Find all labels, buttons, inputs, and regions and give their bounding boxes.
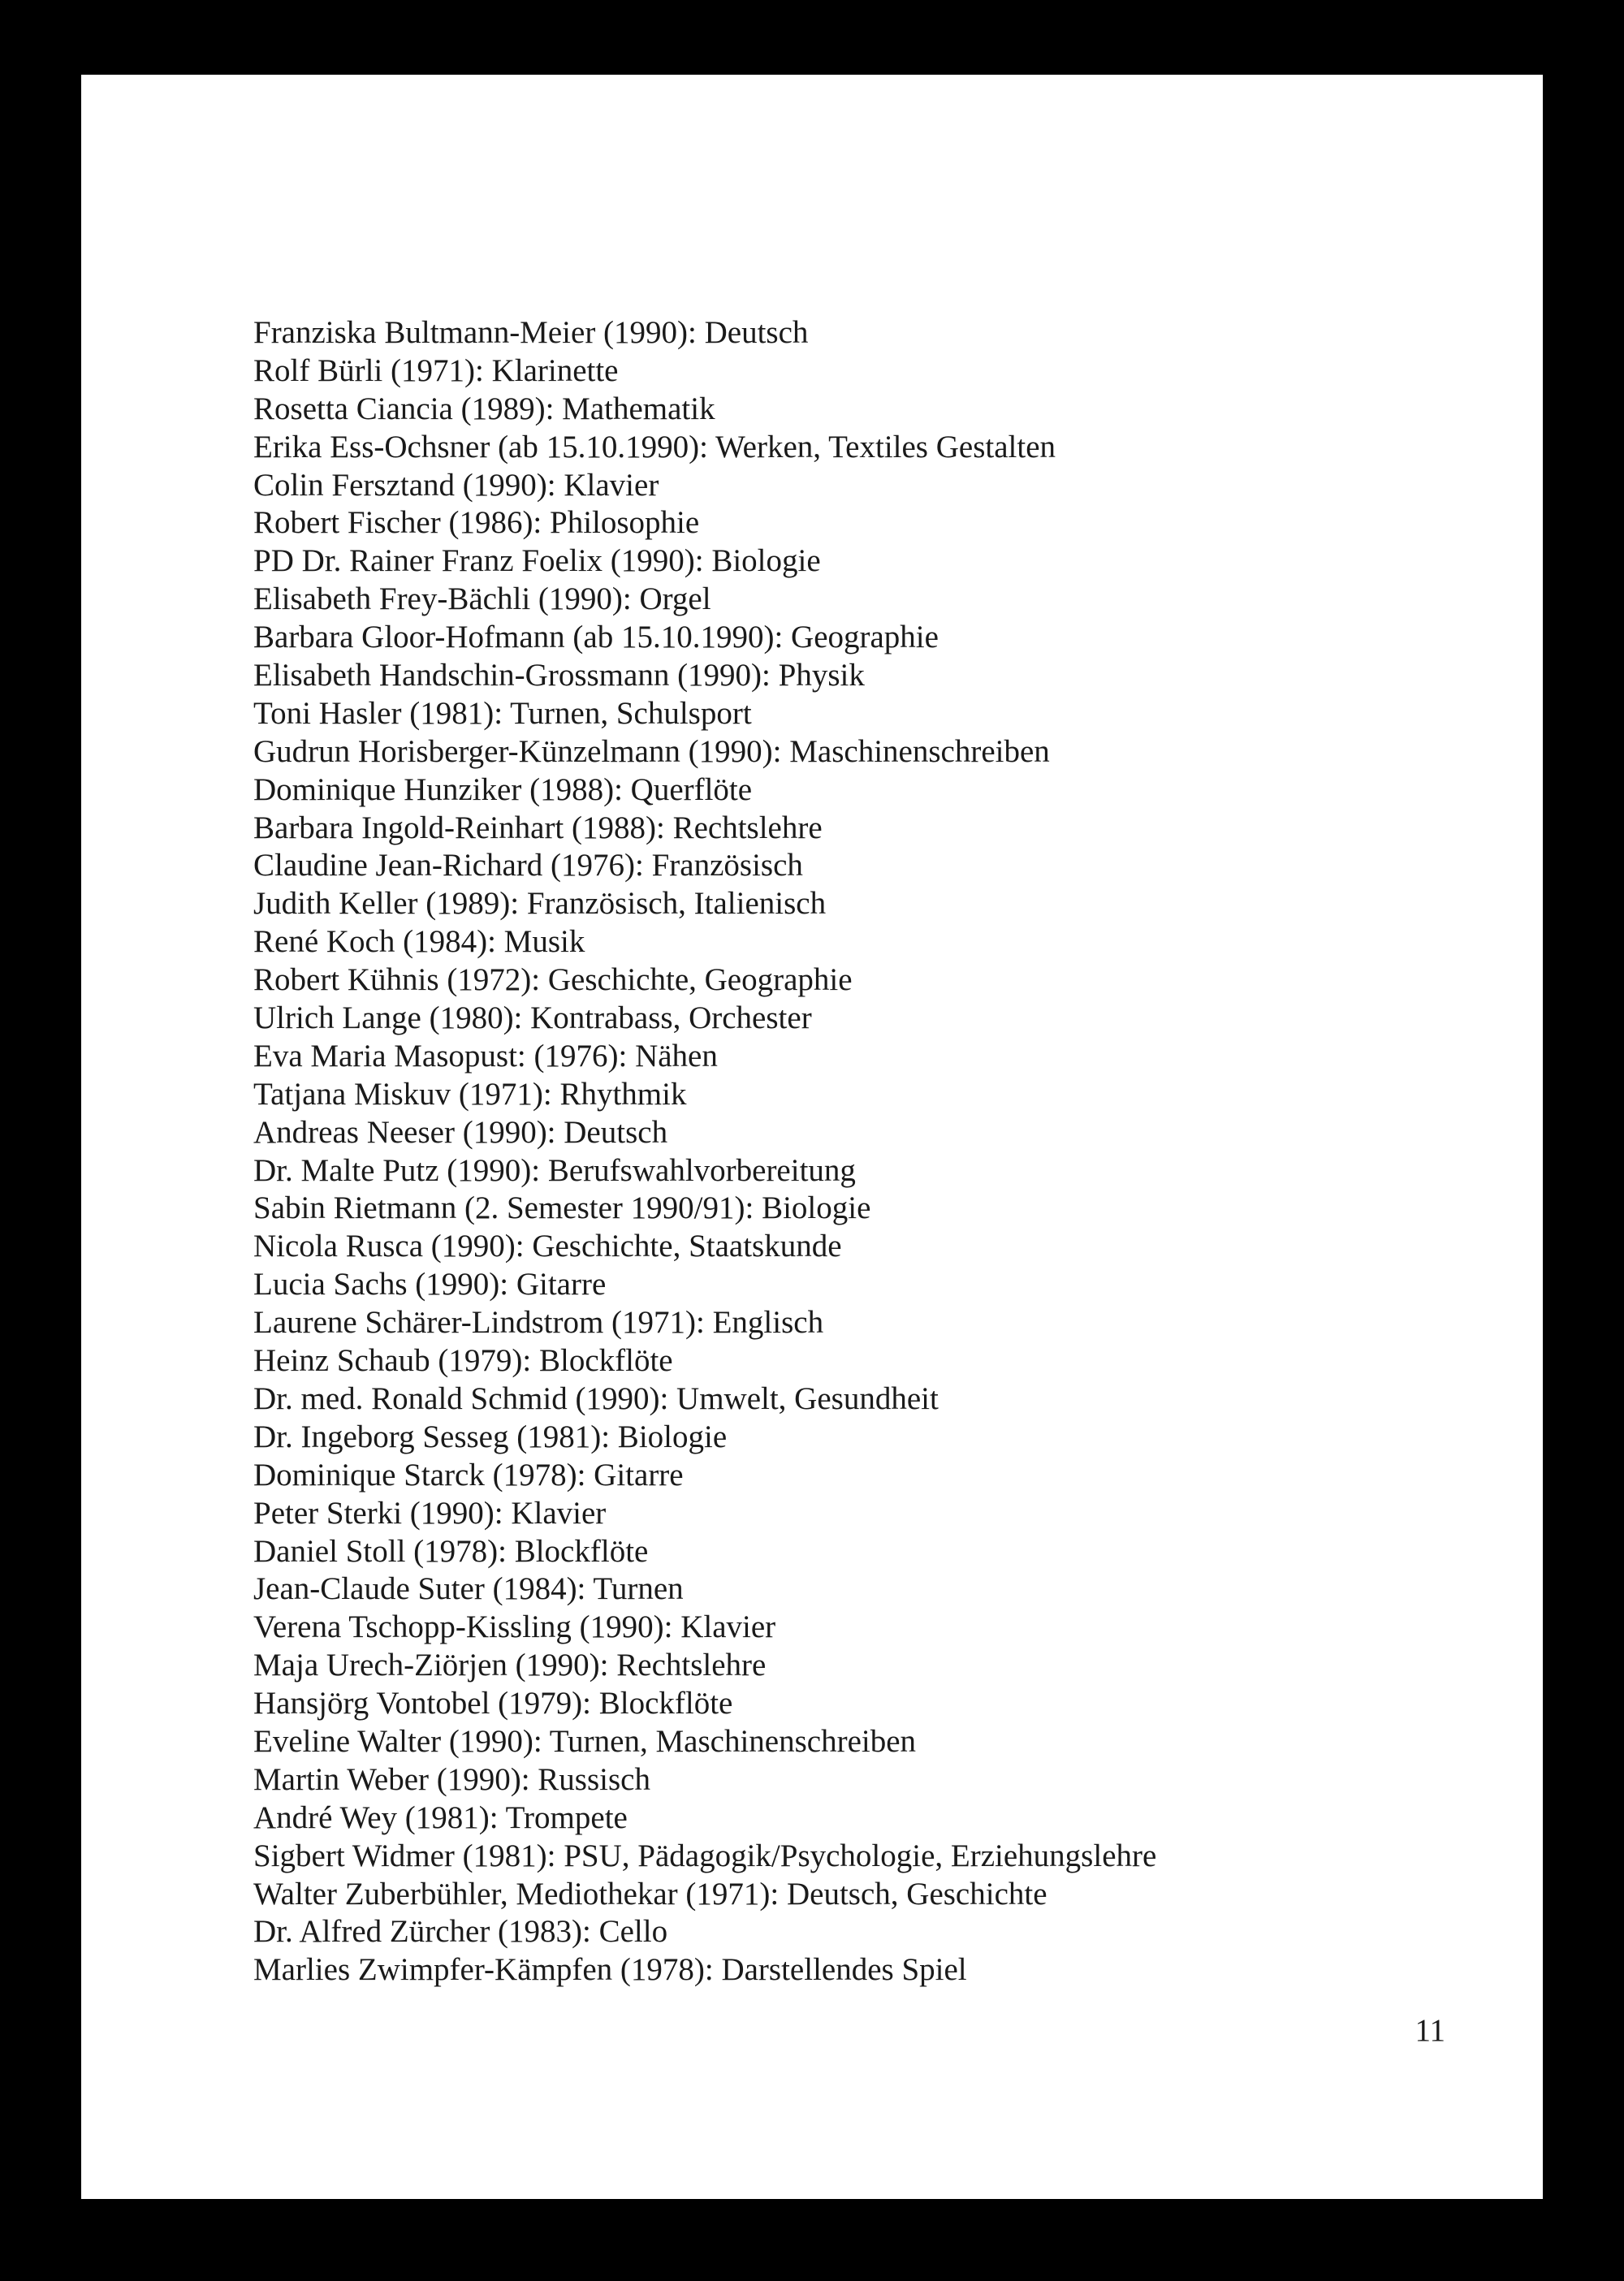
list-item: Dr. med. Ronald Schmid (1990): Umwelt, Gesundheit bbox=[253, 1380, 939, 1416]
list-item: Peter Sterki (1990): Klavier bbox=[253, 1495, 607, 1531]
list-item: Robert Kühnis (1972): Geschichte, Geographie bbox=[253, 962, 853, 998]
list-item: Dr. Alfred Zürcher (1983): Cello bbox=[253, 1914, 668, 1950]
list-item: Eva Maria Masopust: (1976): Nähen bbox=[253, 1038, 718, 1074]
list-item: Tatjana Miskuv (1971): Rhythmik bbox=[253, 1076, 687, 1112]
list-item: Sigbert Widmer (1981): PSU, Pädagogik/Psychologie, Erziehungslehre bbox=[253, 1838, 1157, 1873]
list-item: Franziska Bultmann-Meier (1990): Deutsch bbox=[253, 315, 809, 350]
list-item: Rolf Bürli (1971): Klarinette bbox=[253, 352, 619, 388]
list-item: Lucia Sachs (1990): Gitarre bbox=[253, 1267, 607, 1303]
list-item: André Wey (1981): Trompete bbox=[253, 1799, 628, 1835]
list-item: Dominique Starck (1978): Gitarre bbox=[253, 1457, 684, 1493]
list-item: Maja Urech-Ziörjen (1990): Rechtslehre bbox=[253, 1648, 767, 1683]
list-item: Barbara Gloor-Hofmann (ab 15.10.1990): Geographie bbox=[253, 620, 939, 655]
list-item: Laurene Schärer-Lindstrom (1971): Englisch bbox=[253, 1305, 824, 1341]
list-item: Nicola Rusca (1990): Geschichte, Staatskunde bbox=[253, 1229, 842, 1264]
list-item: Judith Keller (1989): Französisch, Italienisch bbox=[253, 886, 827, 922]
list-item: Toni Hasler (1981): Turnen, Schulsport bbox=[253, 695, 752, 731]
list-item: Barbara Ingold-Reinhart (1988): Rechtslehre bbox=[253, 810, 823, 845]
list-item: Erika Ess-Ochsner (ab 15.10.1990): Werken, Textiles Gestalten bbox=[253, 429, 1056, 464]
document-page bbox=[81, 75, 1543, 2199]
list-item: PD Dr. Rainer Franz Foelix (1990): Biologie bbox=[253, 543, 821, 579]
list-item: Dr. Ingeborg Sesseg (1981): Biologie bbox=[253, 1419, 728, 1454]
list-item: René Koch (1984): Musik bbox=[253, 924, 585, 960]
list-item: Eveline Walter (1990): Turnen, Maschinenschreiben bbox=[253, 1723, 917, 1759]
list-item: Ulrich Lange (1980): Kontrabass, Orchester bbox=[253, 1000, 812, 1036]
teacher-list bbox=[253, 314, 1471, 1989]
list-item: Marlies Zwimpfer-Kämpfen (1978): Darstellendes Spiel bbox=[253, 1952, 967, 1988]
list-item: Martin Weber (1990): Russisch bbox=[253, 1761, 650, 1797]
list-item: Hansjörg Vontobel (1979): Blockflöte bbox=[253, 1686, 733, 1722]
list-item: Robert Fischer (1986): Philosophie bbox=[253, 505, 700, 541]
list-item: Colin Fersztand (1990): Klavier bbox=[253, 467, 659, 503]
list-item: Elisabeth Handschin-Grossmann (1990): Physik bbox=[253, 658, 865, 693]
list-item: Heinz Schaub (1979): Blockflöte bbox=[253, 1343, 673, 1379]
list-item: Dr. Malte Putz (1990): Berufswahlvorbereitung bbox=[253, 1152, 856, 1188]
list-item: Verena Tschopp-Kissling (1990): Klavier bbox=[253, 1609, 776, 1645]
list-item: Jean-Claude Suter (1984): Turnen bbox=[253, 1571, 684, 1607]
list-item: Walter Zuberbühler, Mediothekar (1971): Deutsch, Geschichte bbox=[253, 1876, 1047, 1912]
page-number: 11 bbox=[1415, 2013, 1445, 2048]
list-item: Elisabeth Frey-Bächli (1990): Orgel bbox=[253, 581, 711, 617]
list-item: Dominique Hunziker (1988): Querflöte bbox=[253, 771, 753, 807]
list-item: Daniel Stoll (1978): Blockflöte bbox=[253, 1533, 649, 1569]
list-item: Andreas Neeser (1990): Deutsch bbox=[253, 1114, 668, 1150]
list-item: Sabin Rietmann (2. Semester 1990/91): Biologie bbox=[253, 1190, 871, 1226]
list-item: Rosetta Ciancia (1989): Mathematik bbox=[253, 391, 715, 426]
list-item: Gudrun Horisberger-Künzelmann (1990): Maschinenschreiben bbox=[253, 733, 1050, 769]
list-item: Claudine Jean-Richard (1976): Französisch bbox=[253, 848, 803, 883]
